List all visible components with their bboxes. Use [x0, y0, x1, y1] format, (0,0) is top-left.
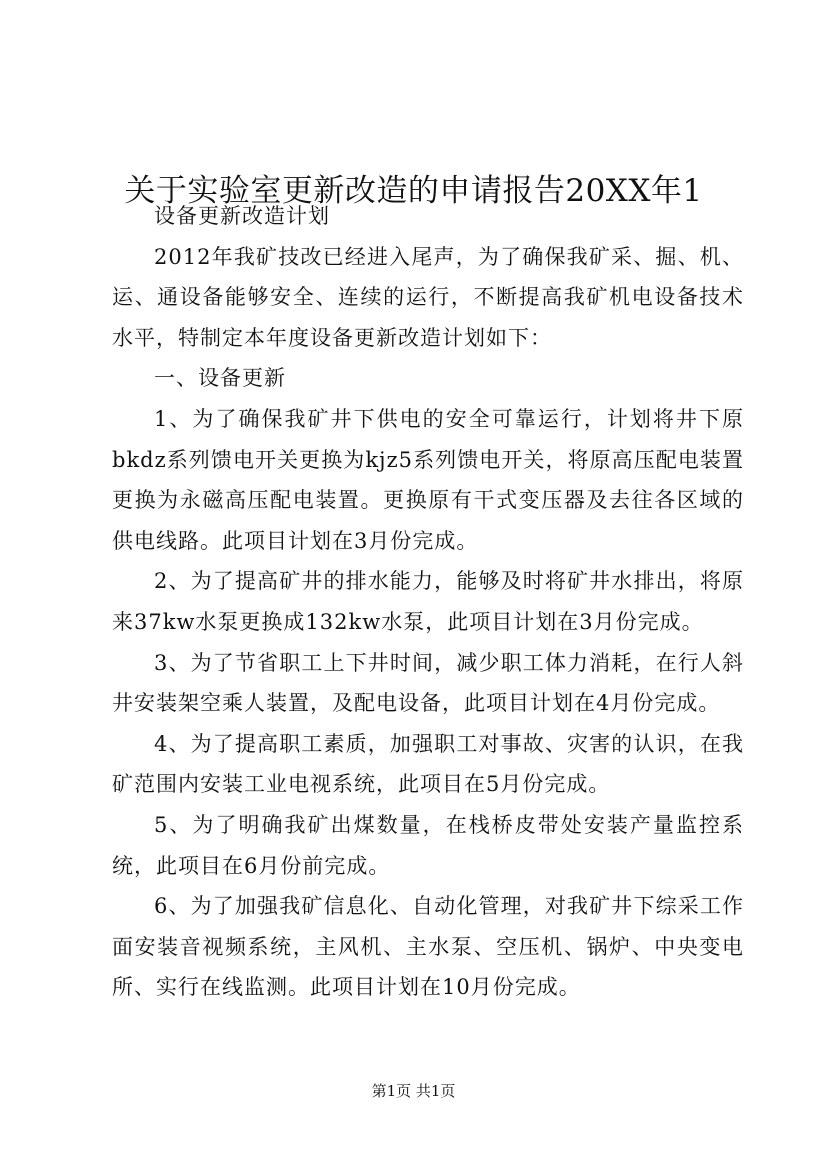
page-footer: 第1页 共1页	[371, 1082, 456, 1100]
paragraph-item-5: 5、为了明确我矿出煤数量，在栈桥皮带处安装产量监控系统，此项目在6月份前完成。	[112, 812, 744, 878]
section-heading-equipment-update: 一、设备更新	[154, 366, 286, 391]
paragraph-item-4: 4、为了提高职工素质，加强职工对事故、灾害的认识，在我矿范围内安装工业电视系统，此项目在5月份完成。	[112, 731, 744, 797]
paragraph-item-1: 1、为了确保我矿井下供电的安全可靠运行，计划将井下原bkdz系列馈电开关更换为kjz5系列馈电开关，将原高压配电装置更换为永磁高压配电装置。更换原有干式变压器及去往各区域的供电线路。此项目计划在3月份完成。	[112, 406, 744, 553]
paragraph-item-2: 2、为了提高矿井的排水能力，能够及时将矿井水排出，将原来37kw水泵更换成132kw水泵，此项目计划在3月份完成。	[112, 569, 744, 634]
document-title: 关于实验室更新改造的申请报告20XX年1	[124, 172, 703, 209]
paragraph-item-6: 6、为了加强我矿信息化、自动化管理，对我矿井下综采工作面安装音视频系统，主风机、主水泵、空压机、锅炉、中央变电所、实行在线监测。此项目计划在10月份完成。	[112, 894, 744, 1000]
paragraph-item-3: 3、为了节省职工上下井时间，减少职工体力消耗，在行人斜井安装架空乘人装置，及配电设备，此项目计划在4月份完成。	[112, 650, 744, 716]
paragraph-plan-heading: 设备更新改造计划	[154, 204, 330, 228]
paragraph-intro: 2012年我矿技改已经进入尾声，为了确保我矿采、掘、机、运、通设备能够安全、连续的运行，不断提高我矿机电设备技术水平，特制定本年度设备更新改造计划如下：	[112, 244, 744, 350]
document-body	[112, 196, 744, 1008]
